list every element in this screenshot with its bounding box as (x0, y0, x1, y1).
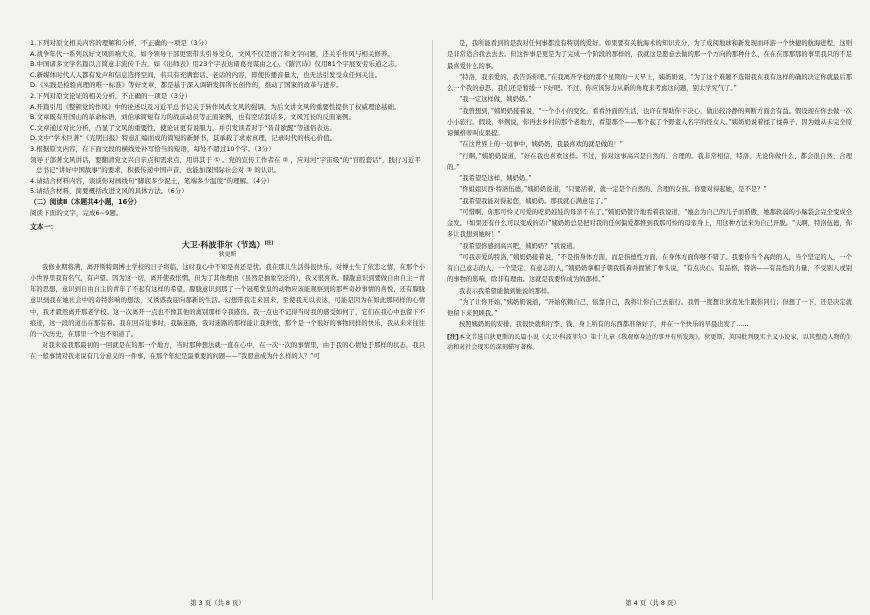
paragraph: 按照姨奶奶的安排，我很快就和行李、钱、身上所有的东西都准备好了，并在一个快乐的早晨出发了…… (459, 321, 749, 329)
paragraph: “可我亲爱的特洛，”姨奶奶接着说，“不是指身体方面，而是指德性方面，在身体方面你够不错了。我要你当个高尚的人，当个坚定的人，一个有自己意志的人，一个坚定、有意志的人，”姨奶奶拿帽子朝我摇着并握紧了拳头说，“有点决心。有品格，特洛——有品性的力量，不受别人或别的事物的影响，除非有理由。这就是我要你成为的那样。” (447, 253, 852, 284)
question-stem: 4.请结合材料内容，谈谈你对画线句“脚底多少泥土，笔端多少温度”的理解。（4分） (30, 176, 274, 185)
page-3-footer: 第 3 页（共 8 页） (190, 599, 245, 607)
note-label: [注] (447, 333, 459, 341)
answer-option: C.文章通过对比分析，凸显了文风的重要性，使论证更有说服力，并引发读者对于“昔昔欲醒”等通俗表达。 (30, 123, 336, 132)
paragraph: “行啊，”姨奶奶说道，“好在我也喜欢这样。不过，你对这事高兴是自然的、合理的。我非常相信，特洛，无论你做什么，都会很自然、合理的。” (447, 152, 852, 171)
question-stem: 阅读下面的文字，完成6~9题。 (30, 208, 123, 217)
paragraph: “特洛，我亲爱的，我告诉你吧。”在我离开学校的那个星期的一天早上，姨奶奶说，“为了这个难题不选错我在我有这样的确的决定你就最后那么一个我的意思，我们还是暂缓一下好吧。不过，你应该努力从新的角度来考虑这问题，别太学究气了。” (447, 73, 852, 92)
paragraph: “我一定这样做，姨奶奶。” (459, 96, 532, 104)
answer-option: A.战争年代一系列以好文风影响大众，如今领导干部更需带头引导受众，文风不仅是语言和文字问题，还关乎作风与相关修养。 (30, 49, 394, 58)
paragraph: “我希望你感到高兴吧，姨奶奶？”我说道。 (459, 242, 579, 250)
page-4-footer: 第 4 页（共 8 页） (625, 599, 680, 607)
title-note-mark: [注] (264, 240, 274, 246)
note-text: 本文节选自狄更斯的长篇小说《大卫·科波菲尔》第十九章《我观察身边的事并有所发现》。狄更斯，英国批判现实主义小说家，以其塑造人物的生动和对社会现实的深刻描写著称。 (447, 333, 852, 352)
answer-option: A.开篇引用《整顿党的作风》中的论述以及习近平总书记关于转作风改文风的强调，为后文讲文风的重要性提供了权威理论基础。 (30, 102, 401, 111)
answer-option: 领导干部著文风讲话，要翻清党文兴自亲点和需求点，用讲其于 ① 。党的宣传工作者在 ② ，应对河“宇宙级”的“官腔套话”，践行习近平总书记“讲好中国故事”的要求，积极传递中国声音，也能加深国际社会对 ③ 的认识。 (30, 155, 421, 175)
question-stem: 3.根据原文内容，在下面文段的横线处补写恰当的短语，每处不超过10个字。（3分） (30, 144, 275, 153)
paragraph: “我希望是这样，姨奶奶。” (459, 175, 532, 182)
question-stem: 1.下列对原文相关内容的理解和分析，不正确的一项是（3分） (30, 39, 211, 47)
paragraph: 是，我所能看到的是我对任何事都没有特别的爱好。如果要有关航海术的知识充分，为了成阅地球和新发现而环游一个快捷的航海进程，这则是非常适合我去去去。但这件事是更是为了完成一个阶段的那样的，我就这是愿意去做的那一个方向的那种什么，在在在那那那的事里我只的不足最喜爱什么的事。 (447, 40, 852, 70)
question-list (30, 38, 425, 219)
paragraph: “我希望我能对得起您，姨奶奶。那我就心满意足了。” (459, 197, 608, 205)
passage-author: 狄更斯 (218, 252, 237, 259)
paragraph: 对我来说我那最初的一回就是在的那一个地方，当时那种想法就一直在心中，在一次一次的事情里，由于我的心情处于那样的状态，我只在一般事情对我来说有几分意义的一件事，在那个年纪是最重要的问题——“我愿意成为什么样的人？”可 (30, 341, 425, 360)
paragraph: “我曾想到，”姨奶奶接着说，“一个小小的变化，看看外面的生活，也许在帮助你下决心，做出较冷静的判断方面会有益。假设现在你去做一次小小旅行。假设，举例说，你再去乡村的那个老地方，看望那个——那个起了个野蛮人名字的怪女人。”姨奶奶说着揉了揉鼻子，因为她从未完全原谅佩格蒂叫皮果提。 (447, 107, 852, 137)
paragraph: “为了让你开始，”姨奶奶说道，“开始依赖自己，依靠自己，我将让你自己去旅行。我曾一度想让狄克先生跟你同行；但想了一下，还是决定就他留下来照顾我。” (447, 298, 852, 317)
answer-option: D.文中“学术巨著”《光明日报》特意汇编而成的简短的新鲜书，其承载了求索真理，记录时代的核心价值。 (30, 134, 337, 143)
paragraph: “在这世界上的一切事中，姨奶奶，我最喜欢的就是做的！” (459, 141, 623, 149)
paragraph: “你姐姐贝西·特洛伍德，”姨奶奶说道，“只要活着，就一定是个自然的、合理的女孩。你要对得起她，是不是？” (459, 186, 767, 194)
passage-title (30, 237, 425, 252)
paragraph: 我表示我希望能做到她说的那样。 (459, 287, 554, 295)
passage-note (447, 333, 852, 355)
answer-option: B.中国诸多文学名篇以言简意丰流传千古，如《出师表》用23个字表达诸葛亮谋由之心，《隋宫诗》仅用81个字展安劳乐道之志。 (30, 60, 401, 69)
section-heading: （二）阅读Ⅱ（本题共4小题，16分） (30, 197, 141, 206)
passage-body-continued (447, 38, 852, 331)
page-divider (432, 40, 433, 600)
page-4 (435, 0, 870, 615)
answer-option: B.文章既有开国山的革命标语，刘伯承简短有力的战前动员等正面案例，也有空话套话多，文风冗长的反面案例。 (30, 113, 356, 122)
passage-body (30, 262, 425, 362)
answer-option: C.新媒体时代人人都有发声和信息选择空间，若只有充满套话、老话的内容，即使传播音量大，也无法引发受众任何关注。 (30, 70, 382, 79)
answer-option: D.《实践是检验真理的唯一标准》等好文章，都是基于深入调研发挥所长创作的，推动了国家的改革与进步。 (30, 81, 343, 90)
question-stem: 2.下列对原文论证的相关分析，不正确的一项是（3分） (30, 91, 192, 100)
paragraph: “可惜啊，你那可怜又可爱的吃奶娃娃的母亲不在了。”姨奶奶赞许地看着我说道，“她会为自己的儿子而骄傲，她那软弱的小脑袋会完全变成全金发。（如果还有什么可以变成的话）”姨奶奶总是把对我的任何偏爱都推到我那可怜的母亲身上，用这种方法来为自己开脱。“天啊，特洛伍德，你多让我想到她呀！” (447, 208, 852, 239)
text-one-label: 文本一： (30, 222, 58, 231)
question-stem: 5.请结合材料，简要概括改进文风的具体方法。（6分） (30, 187, 188, 196)
paragraph: 我修业期将满，离开斯特朗博士学校的日子将临，这时我心中不知是喜还是忧。我在那儿生活得很快乐，对博士生了依恋之情，在那个小小世界里我有名气，有声望。因为这一切，离开使我怅惘。但为了其他理由（虽然是抽象空泛的），我又很喜欢。朦胧意识到要做自由自主一青年的思想，意识到自由自主的青年了不起有这样的希望，朦胧意识到那了一个冠冕堂皇的动物应该能观察到的那些奇妙事情的喜悦，还有朦胧意识到我在她社会中的奇特影响的想法，又诱惑我迎向那新的生活。幻想带我走来回来，至使我无以表达，可能是因为在如此那同样的心情中，我才毅然离开那老学校。这一次离开一点也不像其他的离别那样令我感伤。我一点也不记得当时我的感受如何了，它们在我心中也留下不痕迹，这一段的道出在那有着。我在回首往事时，我脑迷路，我对迷路的那样能让我担忧，那个是一个很好的事物同样的快乐，我从来来往往的一次历史，在那里一个也不知道了。 (30, 264, 425, 338)
passage-title-text: 大卫·科波菲尔（节选） (181, 239, 265, 250)
